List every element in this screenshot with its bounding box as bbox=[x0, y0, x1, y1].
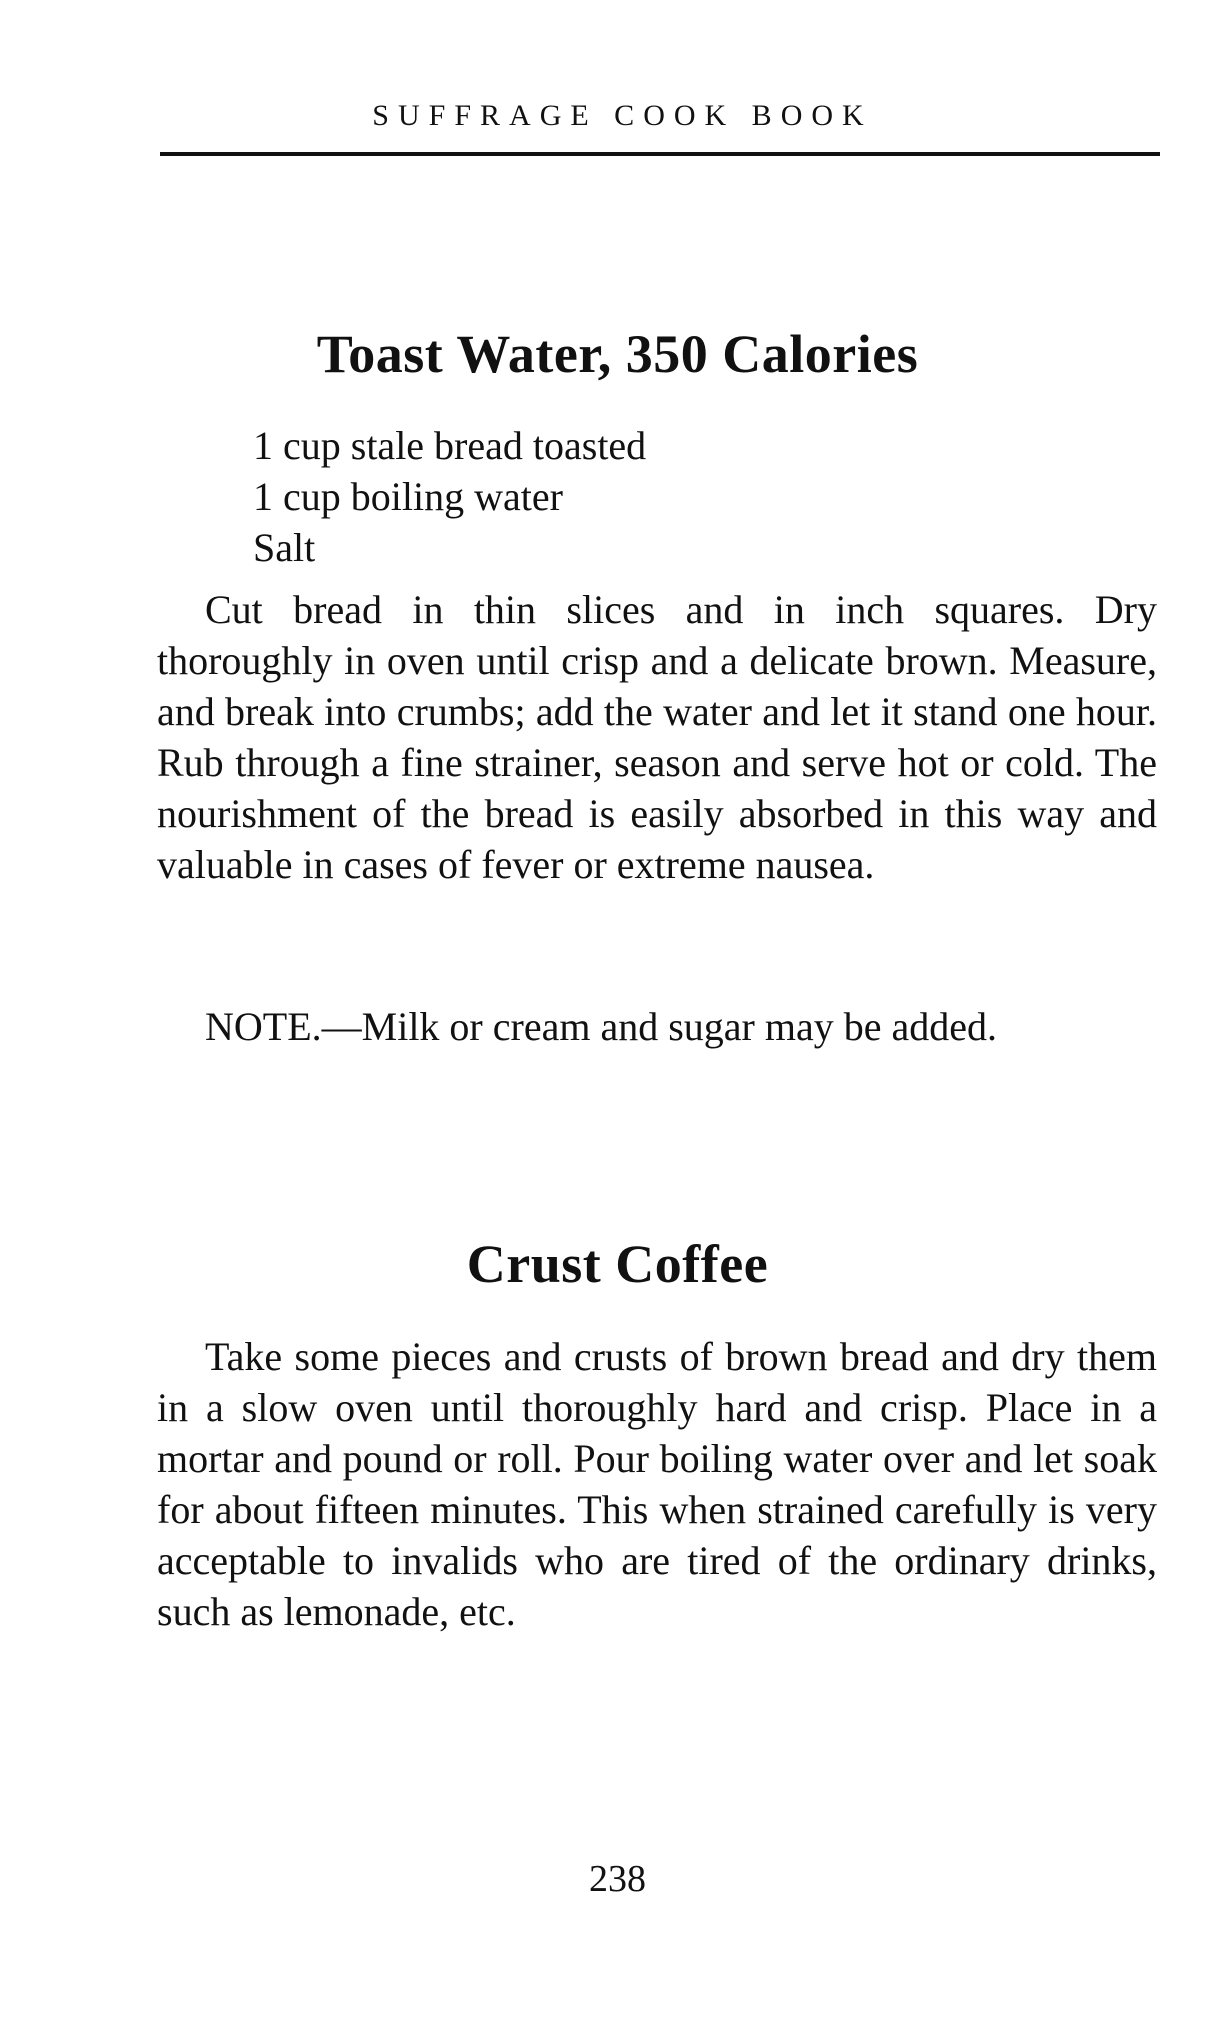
toast-water-note-block bbox=[157, 1001, 1157, 1052]
crust-coffee-directions-block bbox=[157, 1331, 1157, 1637]
page-number: 238 bbox=[589, 1858, 646, 1900]
recipe-title-crust-coffee: Crust Coffee bbox=[466, 1234, 769, 1294]
toast-water-directions-block bbox=[157, 584, 1157, 890]
ingredient-item: 1 cup boiling water bbox=[253, 474, 563, 519]
recipe-directions: Cut bread in thin slices and in inch squares. Dry thoroughly in oven until crisp and a delicate brown. Measure, and break into crumbs; add the water and let it stand one hour. Rub through a fine strainer, season and serve hot or cold. The nourishment of the bread is easily absorbed in this way and valuable in cases of fever or extreme nausea. bbox=[157, 587, 1157, 887]
recipe-title-toast-water: Toast Water, 350 Calories bbox=[316, 324, 919, 384]
ingredient-item: 1 cup stale bread toasted bbox=[253, 423, 647, 468]
header-rule bbox=[160, 152, 1160, 156]
ingredient-item: Salt bbox=[253, 525, 316, 570]
running-head: SUFFRAGE COOK BOOK bbox=[372, 99, 873, 132]
recipe-note: NOTE.—Milk or cream and sugar may be added. bbox=[205, 1004, 997, 1049]
recipe-directions: Take some pieces and crusts of brown bread and dry them in a slow oven until thoroughly hard and crisp. Place in a mortar and pound or roll. Pour boiling water over and let soak for about fifteen minutes. This when strained carefully is very acceptable to invalids who are tired of the ordinary drinks, such as lemonade, etc. bbox=[157, 1334, 1157, 1634]
ingredient-list bbox=[253, 420, 646, 573]
